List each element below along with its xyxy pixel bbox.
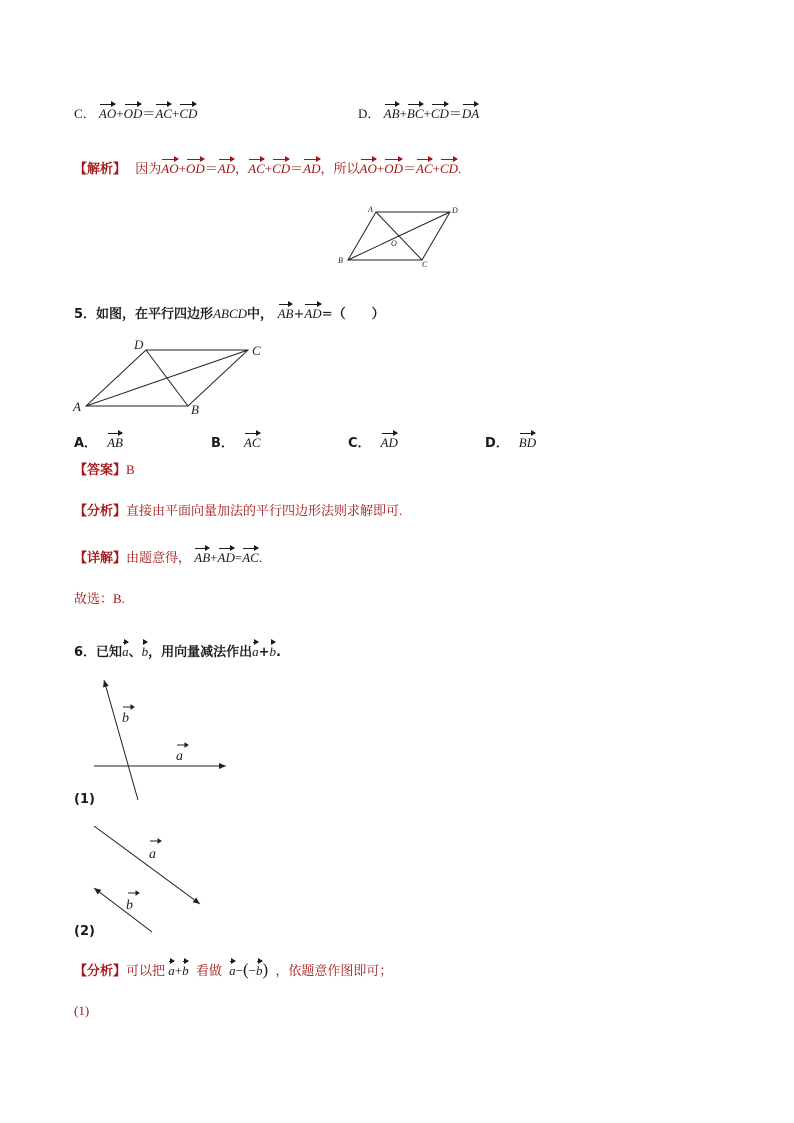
option-label: B．	[211, 436, 234, 451]
vector: OD	[124, 103, 143, 123]
answer-blank: （ ）	[332, 307, 385, 322]
punctuation: 、	[128, 645, 142, 660]
operator: +	[264, 161, 273, 176]
paren: )	[262, 960, 269, 979]
vector-b-arrowhead	[136, 891, 139, 895]
vector: AC	[242, 547, 259, 567]
vector: AC	[248, 158, 265, 178]
vertex-label-a: A	[368, 205, 373, 214]
diagonal-bd	[146, 350, 188, 406]
vector: AD	[381, 432, 398, 452]
vector: AD	[304, 303, 321, 323]
vector: OD	[186, 158, 205, 178]
q5-answer	[74, 461, 135, 480]
operator: ＝	[403, 161, 417, 176]
vector: AC	[416, 158, 433, 178]
fig2-label: (2)	[74, 924, 95, 939]
analysis-text: 可以把	[126, 963, 166, 978]
q6-analysis	[74, 960, 392, 981]
analysis-text: 直接由平面向量加法的平行四边形法则求解即可.	[126, 503, 403, 518]
vector: b	[182, 960, 189, 980]
vector: a	[122, 641, 129, 661]
vector-b-arrow	[94, 888, 152, 932]
operator: +	[399, 106, 407, 121]
q6-question	[74, 641, 281, 662]
detail-text: 由题意得，	[126, 550, 192, 565]
vector: b	[142, 641, 149, 661]
vector: BC	[407, 103, 424, 123]
operator: +	[174, 963, 183, 978]
vector: AC	[244, 432, 261, 452]
operator: ＝	[448, 106, 462, 121]
q5-question	[74, 303, 385, 324]
vector-b-arrow	[104, 680, 138, 800]
punctuation: .	[258, 550, 263, 565]
vector: CD	[440, 158, 458, 178]
vector: BD	[519, 432, 536, 452]
vector: CD	[431, 103, 449, 123]
vector-a-arrowhead	[158, 839, 161, 843]
q5-option-a[interactable]	[74, 432, 123, 453]
question-text: 如图，在平行四边形	[96, 307, 214, 322]
q5-option-b[interactable]	[211, 432, 261, 453]
vector-a-label: a	[176, 749, 183, 764]
choice-text: 故选：B.	[74, 591, 125, 606]
vector: a	[168, 960, 175, 980]
parallelogram-figure-1	[334, 200, 464, 272]
question-number: 6．	[74, 645, 97, 660]
operator: ＝	[142, 106, 156, 121]
q5-option-d[interactable]	[485, 432, 536, 453]
vector: AB	[384, 103, 400, 123]
punctuation: .	[458, 161, 462, 176]
vector: b	[256, 960, 263, 980]
vector: b	[270, 641, 277, 661]
operator: =	[321, 307, 333, 322]
option-label: D．	[485, 436, 509, 451]
operator: +	[423, 106, 431, 121]
operator: +	[172, 106, 180, 121]
question-text: 中，	[247, 307, 274, 322]
option-label: C．	[74, 106, 96, 121]
fig1-label: (1)	[74, 792, 95, 807]
option-label: C．	[348, 436, 371, 451]
vector: AO	[161, 158, 178, 178]
vertex-label-d: D	[452, 206, 458, 215]
vector-b-arrowhead	[131, 705, 134, 709]
operator: =	[234, 550, 243, 565]
vector: CD	[179, 103, 197, 123]
diagonal-bd	[348, 212, 450, 260]
vector-a-arrow	[94, 826, 200, 904]
vertex-label-b: B	[191, 402, 199, 417]
vector: a	[252, 641, 259, 661]
answer-value: B	[126, 462, 135, 477]
option-label: A．	[74, 436, 98, 451]
analysis-tag: 【分析】	[74, 504, 127, 519]
q5-option-c[interactable]	[348, 432, 398, 453]
operator: +	[258, 645, 270, 660]
operator: +	[178, 161, 186, 176]
q4-analysis	[74, 158, 461, 179]
question-number: 5．	[74, 307, 97, 322]
vector: CD	[272, 158, 290, 178]
analysis-text: 因为	[135, 161, 162, 176]
operator: +	[432, 161, 440, 176]
vector: AB	[194, 547, 210, 567]
vector: AO	[99, 103, 116, 123]
vector-b-label: b	[122, 711, 129, 726]
q6-part-1: (1)	[74, 1003, 90, 1018]
parallelogram-figure-2	[70, 340, 270, 420]
vertex-label-c: C	[252, 343, 261, 358]
vector: AD	[303, 158, 320, 178]
operator: +	[210, 550, 218, 565]
vector: AB	[107, 432, 123, 452]
q5-analysis	[74, 502, 402, 521]
vector: OD	[384, 158, 403, 178]
answer-tag: 【答案】	[74, 463, 127, 478]
vector-a-arrowhead	[185, 743, 188, 747]
analysis-tag: 【分析】	[74, 964, 127, 979]
question-text: ，用向量减法作出	[148, 645, 253, 660]
analysis-text: 看做	[195, 963, 222, 978]
vector-b-label: b	[126, 898, 133, 913]
operator: −	[248, 963, 256, 978]
vertex-label-c: C	[422, 260, 428, 269]
vector: AD	[218, 158, 235, 178]
vertex-label-d: D	[134, 340, 144, 352]
operator: +	[293, 307, 305, 322]
punctuation: ，	[235, 161, 249, 176]
operator: −	[235, 963, 243, 978]
operator: +	[116, 106, 124, 121]
analysis-text: ，所以	[320, 161, 360, 176]
question-text: 已知	[96, 645, 123, 660]
vector: a	[229, 960, 236, 980]
option-label: D．	[358, 106, 381, 121]
vector: AC	[155, 103, 172, 123]
center-label-o: O	[391, 239, 397, 248]
q5-detail	[74, 547, 262, 568]
option-c	[74, 103, 197, 123]
q5-choice	[74, 590, 125, 608]
detail-tag: 【详解】	[74, 551, 127, 566]
analysis-text: ，依题意作图即可；	[275, 963, 393, 978]
vector: AD	[218, 547, 235, 567]
vertex-label-b: B	[338, 256, 343, 265]
vector-figure-1	[86, 672, 236, 808]
vector-a-label: a	[149, 847, 156, 862]
vector: AB	[278, 303, 294, 323]
vector: DA	[462, 103, 479, 123]
operator: ＝	[290, 161, 304, 176]
option-d	[358, 103, 479, 123]
operator: +	[376, 161, 385, 176]
vector-figure-2	[86, 818, 216, 936]
vertex-label-a: A	[73, 399, 81, 414]
vector: AO	[360, 158, 377, 178]
paren: (	[242, 960, 249, 979]
shape-name: ABCD	[213, 306, 248, 321]
operator: ＝	[204, 161, 218, 176]
analysis-tag: 【解析】	[74, 162, 127, 177]
punctuation: .	[276, 645, 281, 660]
